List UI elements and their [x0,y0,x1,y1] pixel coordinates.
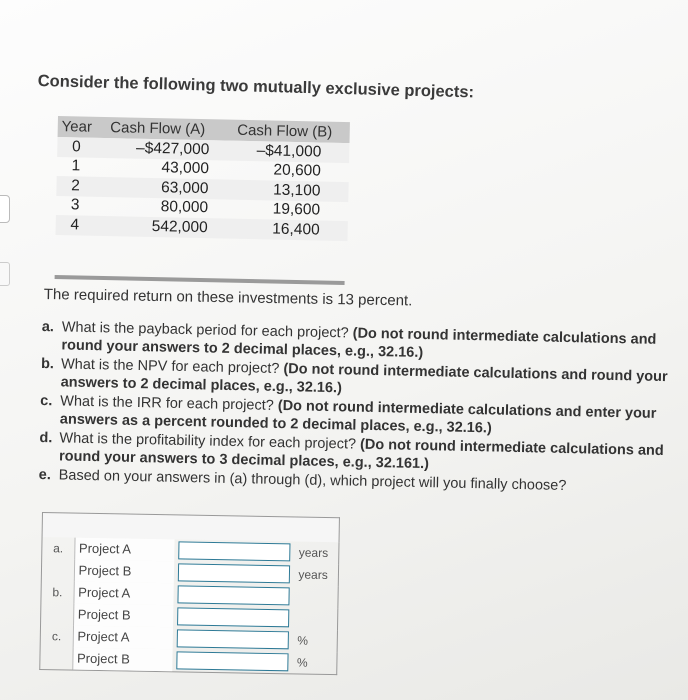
answer-unit: % [296,655,308,670]
question-instruction: (Do not round intermediate calculations and round your answers to 3 decimal places, e.g., 32.161.) [58,436,664,473]
question-text: What is the NPV for each project? [60,356,280,377]
answer-part: c. [51,629,62,644]
irr-a-input[interactable] [177,629,289,649]
question-text: What is the payback period for each project? [61,319,349,342]
answer-label: Project B [72,648,173,672]
cash-flow-table [55,116,350,285]
cash-flow-b-cell: 20,600 [273,161,322,180]
cash-flow-a-cell: 80,000 [160,198,209,217]
question-text: Based on your answers in (a) through (d), which project will you finally choose? [58,467,567,495]
answer-part: a. [53,541,64,556]
cash-flow-a-cell: 43,000 [161,159,210,178]
answer-row [39,647,337,675]
answer-label: Project B [73,560,174,584]
cash-flow-b-cell: 19,600 [272,200,321,219]
collapse-tab[interactable] [0,195,10,223]
year-cell: 3 [70,196,80,214]
question-text: What is the profitability index for each project? [59,430,357,453]
answer-unit [290,618,338,619]
answer-label: Project A [73,582,174,606]
cash-flow-a-cell: –$427,000 [135,139,210,158]
year-cell: 1 [71,157,81,175]
answer-label: Project A [74,538,175,562]
cash-flow-a-cell: 542,000 [151,217,208,236]
header-cash-flow-a: Cash Flow (A) [110,119,206,139]
cash-flow-b-cell: 16,400 [272,220,320,239]
year-cell: 0 [71,138,81,156]
answer-part [42,570,74,571]
answer-unit: years [298,567,328,582]
question-instruction: (Do not round intermediate calculations and enter your answers as a percent rounded to 2 decimal places, e.g., 32.16.) [59,397,657,437]
answer-part: b. [52,585,63,600]
answer-part [40,658,72,659]
answer-label: Project A [72,626,173,650]
question-letter: e. [38,466,51,484]
header-year: Year [61,118,93,136]
question-letter: c. [40,392,53,410]
answer-unit [290,596,338,597]
year-cell: 4 [70,216,80,234]
cash-flow-b-cell: –$41,000 [256,141,322,161]
side-tab[interactable] [0,262,10,286]
answer-unit: years [298,545,329,560]
answer-table [39,512,340,675]
irr-b-input[interactable] [177,651,289,671]
question-text: What is the IRR for each project? [60,393,274,414]
question-letter: b. [40,355,55,373]
header-cash-flow-b: Cash Flow (B) [237,121,333,141]
question-letter: a. [41,318,55,336]
cash-flow-b-cell: 13,100 [272,181,321,200]
payback-a-input[interactable] [179,541,291,561]
problem-heading: Consider the following two mutually exclusive projects: [37,72,475,102]
question-list [39,318,682,498]
answer-label: Project B [73,604,174,628]
year-cell: 2 [71,177,81,195]
payback-b-input[interactable] [178,563,290,583]
question-letter: d. [39,429,53,447]
answer-part [41,614,73,615]
answer-unit: % [297,633,309,648]
question-instruction: (Do not round intermediate calculations and round your answers to 2 decimal places, e.g., 32.16.) [61,325,657,361]
npv-a-input[interactable] [178,585,290,605]
required-return-text: The required return on these investments is 13 percent. [43,286,413,310]
npv-b-input[interactable] [178,607,290,627]
question-instruction: (Do not round intermediate calculations and round your answers to 2 decimal places, e.g., 32.16.) [60,361,668,397]
cash-flow-a-cell: 63,000 [160,178,209,197]
